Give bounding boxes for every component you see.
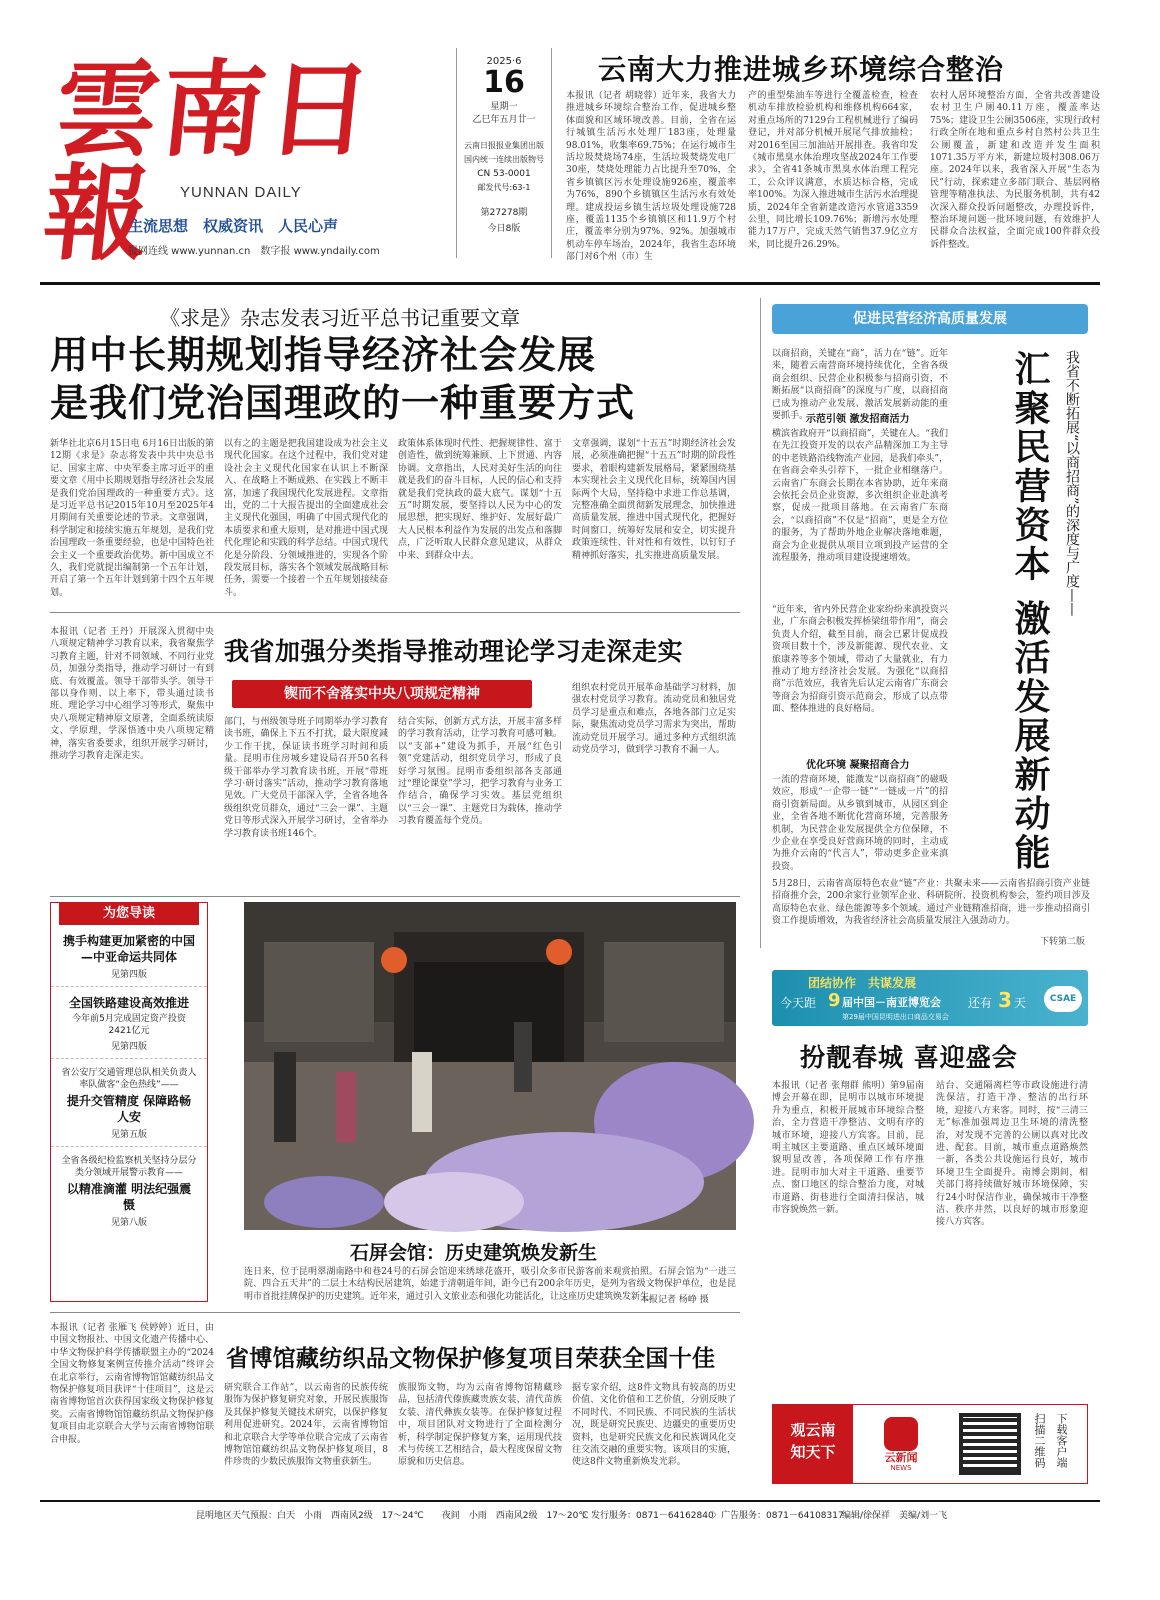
study-body-col1: 本报讯（记者 王丹）开展深入贯彻中央八项规定精神学习教育以来，我省聚焦学习教育主题，针对不同领域、不同行业党员，加强分类指导，推动学习研讨一有到底、有效覆盖。领导干部带头学。领导干部以身作则、以上率下，带头通过读书班、理论学习中心组学习等形式，聚焦中央八项规定精神原文原著，全面系统读原文、学原理，学深悟透中央八项规定精神，落实省委要求，组织开展学习研讨，推动学习教育走深走实。 [50,627,214,762]
expo-countdown-pre: 今天距 [780,996,817,1010]
expo-logo: CSAE [1044,986,1082,1012]
app-promo-left [773,1405,853,1483]
date-lunar: 乙巳年五月廿一 [472,115,536,125]
study-body-col2: 部门，与州级领导班子同期举办学习教育读书班，确保上下五不打扰，最大限度减少工作干扰，保证读书班学习时间和质量。昆明市住房城乡建设局召开50名科级干部举办学习教育读书班，开展“带班学习·研讨落实”活动，推动学习教育落地见效。广大党员干部深入学，全省各地各级组织党员群众，通过“三会一课”、主题党日等形式深入开展学习研讨，全省举办学习教育读书班146个。 [224,717,388,839]
cn-number: CN 53-0001 [477,169,531,179]
expo-banner [772,970,1088,1026]
guide-title: 为您导读 [59,903,199,925]
news-photo [244,902,736,1230]
guide-item[interactable] [51,987,207,1059]
issue-number: 第27278期 [480,208,528,218]
photo-credit: 本报记者 杨峥 摄 [640,1295,709,1305]
top-story-body-col1: 本报讯（记者 胡晓蓉）近年来，我省大力推进城乡环境综合整治工作，促进城乡整体面貌和区域环境改善。目前，全省在运行城镇生活污水处理厂183座，处理量98.01%，收集率69.75%；在运行城市生活垃圾焚烧场74座，生活垃圾焚烧发电厂30座，焚烧处理能力占比提升至70%，全省乡镇镇区污水处理设施926座，覆盖率为76%，890个乡镇镇区生活污水有效处理。建成投运乡镇生活垃圾处理设施728座，覆盖1135个乡镇镇区和11.9万个村庄，覆盖率分别为97%、92%。加强城市机动车停车场治，2024年，我省生态环境部门对6个州（市）生 [566,91,736,263]
museum-body-col3: 族服饰文物，均为云南省博物馆精藏珍品，包括清代傣族藏贵族女装、清代苗族女装、清代彝族女装等。在保护修复过程中，项目团队对文物进行了全面检测分析，科学制定保护修复方案，运用现代技术与传统工艺相结合，最大程度保留文物原貌和历史信息。 [398,1383,562,1468]
footer-distribution: 〉发行服务：0871－64162840 [582,1511,714,1521]
guide-item-sub: 今年前5月完成固定资产投资2421亿元 [72,1014,186,1036]
expo-slogan: 团结协作 共谋发展 [808,976,917,990]
masthead-slogans: 主流思想 权威资讯 人民心声 [128,217,339,235]
lead-kicker: 《求是》杂志发表习近平总书记重要文章 [160,306,520,330]
app-logo-glyph [884,1417,918,1451]
app-slogan-1: 观云南 [790,1421,836,1439]
top-story-body-col2: 产的重型柴油车等进行全覆盖检查，检查机动车排放检验机构和维修机构664家，对重点场所的7129台工程机械进行了编码登记，并对部分机械开展尾气排放抽检；对2016至国三加油站开展排查。我省印发《城市黑臭水体治理攻坚战2024年工作要求》，全省41条城市黑臭水体治理工程完工，公众评议满意，水质达标合格，完成率100%。为深入推进城市生活污水治理提质，2024年全省新建改造污水管道3359公里，同比增长109.76%；新增污水处理能力17万户，完成天然气销售37.9亿立方米，同比提升26.29%。 [748,91,918,250]
feature-subhead-2: 优化环境 凝聚招商合力 [806,760,910,771]
publisher: 云南日报报业集团出版 [464,141,544,150]
study-body-col3: 结合实际，创新方式方法，开展丰富多样的学习教育活动，让学习教育可感可触。以“支部+”建设为抓手，开展“红色引领”党建活动，组织党员学习，形成了良好学习氛围。昆明市委组织部各支部通过“理论课堂”学习，把学习教育与业务工作结合，确保学习实效。基层党组织以“三会一课”、主题党日为载体，推动学习教育覆盖每个党员。 [398,717,562,827]
guide-item-sub: 全省各级纪检监察机关坚持分层分类分领域开展警示教育—— [61,1156,197,1178]
top-story-headline: 云南大力推进城乡环境综合整治 [598,53,1005,86]
guide-item-sub: 省公安厅交通管理总队相关负责人率队做客“金色热线”—— [61,1068,197,1090]
app-logo-sub: NEWS [890,1464,912,1472]
photo-caption-title: 石屏会馆：历史建筑焕发新生 [350,1242,598,1264]
museum-headline: 省博馆藏纺织品文物保护修复项目荣获全国十佳 [226,1346,716,1372]
feature-body-2: “近年来，省内外民营企业家纷纷来滇投资兴业，广东商会积极发挥桥梁纽带作用”，商会负责人介绍，截至目前，商会已累计促成投资项目数十个，涉及新能源、现代农业、文旅康养等多个领域，带动了大量就业，有力推动了地方经济社会发展。为强化“以商招商”示范效应，我省先后认定云南省广东商会等商会为招商引资示范商会，形成了以点带面、整体推进的良好格局。 [772,605,948,715]
qr-code-icon[interactable] [959,1413,1021,1475]
guide-item-page: 见第五版 [110,1130,147,1140]
footer-editor: 编辑/徐保祥 美编/刘一飞 [842,1511,948,1521]
feature-subhead-1: 示范引领 激发招商活力 [806,414,910,425]
courtyard-photo-illustration [244,902,736,1230]
guide-item-title: 携手构建更加紧密的中国—中亚命运共同体 [62,934,195,964]
masthead-divider [40,282,1100,285]
app-scan-text: 扫描二维码 [1033,1413,1046,1468]
guide-item-page: 见第八版 [110,1218,147,1228]
top-story-body-col3: 农村人居环境整治方面，全省共改善建设农村卫生户厕40.11万座，覆盖率达75%；建设卫生公厕3506座，实现行政村行政全所在地和重点乡村自然村公共卫生公厕覆盖，新建和改造并发生面积1071.35万平方米，新建垃圾村308.06万座。2024年以来，我省深入开展“生态为民”行动，探索建立多部门联合、基层网格管理等精准执法、为民服务机制，共有42次深入群众投诉问题整改，办理投诉件，整治环境问题一批环境问题，有效维护人民群众合法权益，全面完成100件群众投诉件整改。 [930,91,1100,250]
app-logo [871,1417,931,1473]
study-headline: 我省加强分类指导推动理论学习走深走实 [224,637,684,666]
museum-body-col4: 据专家介绍，这8件文物具有较高的历史价值、文化价值和工艺价值，分别反映了不同时代、不同民族、不同民族的生活状况，既是研究民族史、边疆史的重要历史资料，也是研究民族文化和民族调风化交往交流交融的重要实物。该项目的实施，使这8件文物重新焕发光彩。 [572,1383,736,1468]
footer-ad: 〉广告服务：0871－64108317 [712,1511,844,1521]
study-banner: 锲而不舍落实中央八项规定精神 [232,680,532,708]
expo-countdown-post: 还有 [968,996,993,1010]
lead-body-col3: 政策体系体现时代性、把握规律性、富于创造性，做到统筹兼顾、上下贯通、内容协调。文章指出，人民对美好生活的向往就是我们的奋斗目标，人民的信心和支持就是我们党执政的最大底气。谋划“十五五”时期发展，要坚持以人民为中心的发展思想，把实现好、维护好、发展好最广大人民根本利益作为发展的出发点和落脚点，广泛听取人民群众意见建议，从群众中来、到群众中去。 [398,439,562,561]
expo-body-col2: 站台、交通隔离栏等市政设施进行清洗保洁，打造干净、整洁的出行环境，迎接八方来客。同时，按“三清三无”标准加强周边卫生环境的清洗整治，对发现不完善的公厕以真对比改进、配套。目前，城市重点道路焕然一新，各类公共设施运行良好，城市环境卫生全面提升。南博会期间，相关部门将持续做好城市环境保障，实行24小时保洁作业，确保城市干净整洁、秩序井然，以良好的城市形象迎接八方宾客。 [936,1081,1088,1228]
lead-body-col1: 新华社北京6月15日电 6月16日出版的第12期《求是》杂志将发表中共中央总书记、国家主席、中央军委主席习近平的重要文章《用中长期规划指导经济社会发展是我们党治国理政的一种重要方式》。这是习近平总书记2015年10月至2025年4月期间有关重要论述的节录。文章强调，科学制定和接续实施五年规划，是我们党治国理政一条重要经验，也是中国特色社会主义一个重要政治优势。新中国成立不久，我们党就提出编制第一个五年计划，开启了第一个五年计划到第十四个五年规划。 [50,439,214,598]
lead-headline-line2: 是我们党治国理政的一种重要方式 [50,381,636,425]
photo-divider [50,1312,740,1313]
date-day: 16 [483,65,525,100]
guide-item-title: 提升交管精度 保障路畅人安 [66,1094,192,1124]
guide-item[interactable] [51,1147,207,1234]
newspaper-logo-title: 雲南日報 [38,48,380,275]
app-logo-name: 云新闻 [884,1451,918,1464]
date-block [456,48,552,258]
expo-body-col1: 本报讯（记者 张翔群 熊明）第9届南博会开幕在即，昆明市以城市环境提升为重点，积极开展城市环境综合整治，全力营造干净整洁、文明有序的城市环境，迎接八方宾客。目前，昆明主城区主要道路、重点区域环境面貌明显改善，各项保障工作有序推进。昆明市加大对主干道路、重要节点、窗口地区的综合整治力度，对城市道路、街巷进行全面清扫保洁，城市容貌焕然一新。 [772,1081,924,1216]
guide-sidebar [50,902,208,1302]
footer-rule [40,1500,1100,1502]
postal-code: 邮发代号:63-1 [477,183,531,192]
guide-item-page: 见第四版 [110,1042,147,1052]
expo-edition-number: 9 [828,990,841,1011]
study-body-col4: 组织农村党员开展革命基础学习材料，加强农村党员学习教育。流动党员和独居党员学习是重点和难点，各地各部门立足实际，聚焦流动党员学习需求为突出，帮助流动党员开展学习。通过多种方式组织流动党员学习，做到学习教育不漏一人。 [572,683,736,756]
app-slogan-2: 知天下 [790,1443,836,1461]
guide-item-title: 以精准滴灌 明法纪强震慑 [66,1182,192,1212]
lead-headline-line1: 用中长期规划指导经济社会发展 [50,333,597,377]
lead-body-col4: 文章强调，谋划“十五五”时期经济社会发展，必须准确把握“十五五”时期的阶段性要求，着眼构建新发展格局，紧紧围绕基本实现社会主义现代化目标，统筹国内国际两个大局，坚持稳中求进工作总基调，完整准确全面贯彻新发展理念，加快推进高质量发展，推进中国式现代化，把握好时间窗口，统筹好发展和安全，切实提升政策连续性、针对性和有效性，以钉钉子精神抓好落实，扎实推进高质量发展。 [572,439,736,561]
guide-item[interactable] [51,925,207,987]
lead-body-col2: 以有之的主题是把我国建设成为社会主义现代化国家。在这个过程中，我们党对建设社会主义现代化国家在认识上不断深入、在战略上不断成熟、在实践上不断丰富，加速了我国现代化发展进程。文章指出，党的二十大报告提出的全面建成社会主义现代化强国，明确了中国式现代化的本质要求和重大原则，是对推进中国式现代化理论和实践的科学总结。中国式现代化是分阶段、分领域推进的，实现各个阶段发展目标，落实各个领域发展战略目标任务，需要一个接着一个五年规划接续奋斗。 [224,439,388,598]
cn-label: 国内统一连续出版物号 [464,155,544,164]
guide-item[interactable] [51,1059,207,1147]
feature-vertical-headline: 汇聚民营资本 激活发展新动能 [1009,350,1050,873]
page-count: 今日8版 [487,224,521,234]
guide-item-page: 见第四版 [110,970,147,980]
masthead-links[interactable]: 报网连线 www.yunnan.cn 数字报 www.yndaily.com [128,246,380,257]
feature-continue[interactable]: 下转第二版 [1040,937,1086,947]
expo-days-unit: 天 [1014,996,1027,1010]
app-promo-box[interactable] [772,1404,1088,1484]
newspaper-english-name: YUNNAN DAILY [180,184,302,201]
feature-band: 促进民营经济高质量发展 [772,304,1088,334]
masthead [38,22,450,275]
expo-headline: 扮靓春城 喜迎盛会 [800,1043,1018,1072]
lead-divider [50,612,740,613]
museum-body-col2: 研究联合工作站”，以云南省的民族传统服饰为保护修复研究对象，开展民族服饰及其保护修复关键技术研究，以保护修复利用促进研究。2024年，云南省博物馆和北京联合大学等单位联合完成了云南省博物馆馆藏纺织品文物保护修复项目，8件珍贵的少数民族服饰文物重获新生。 [224,1383,388,1468]
guide-item-title: 全国铁路建设高效推进 [68,996,189,1010]
date-year-month: 2025·6 [486,56,522,67]
expo-days-number: 3 [998,988,1012,1012]
date-weekday: 星期一 [490,102,518,112]
feature-body-4: 5月28日，云南省高原特色农业“链”产业：共聚未来——云南省招商引资产业链招商推介会，200余家行业领军企业、科研院所、投资机构参会，签约项目涉及高原特色农业、绿色能源等多个领域。通过产业链精准招商，进一步推动招商引资工作提质增效，为我省经济社会高质量发展注入强劲动力。 [772,879,1090,927]
feature-vertical-subhead: 我省不断拓展“以商招商”的深度与广度—— [1064,350,1080,617]
feature-body-1: 横滨省政府开“以商招商”，关键在人。“我们在先江投资开发的以农产品精深加工为主导的中老铁路沿线物流产业园，是我们牵头”，在省商会牵头引荐下，一批企业相继落户。云南省广东商会长期在本省协助，近年来商会依托会员企业资源，多次组织企业赴滇考察，促成一批项目落地。在云南省广东商会，“以商招商”不仅是“招商”，更是全方位的服务，为了帮助外地企业解决落地难题，商会为企业提供从项目立项到投产运营的全流程服务，推动项目建设提速增效。 [772,429,948,564]
expo-countdown-mid: 届中国－南亚博览会 [842,996,941,1009]
photo-caption: 连日来，位于昆明翠湖南路中和巷24号的石屏会馆迎来绣球花盛开，吸引众多市民游客前来观赏拍照。石屏会馆为“一进三院、四合五天井”的二层土木结构民居建筑，始建于清朝道年间，距今已有200余年历史，是列为省级文物保护单位，也是昆明市首批挂牌保护的历史建筑。近年来，通过引入文旅业态和强化功能活化，让这座历史建筑焕发新生。 [244,1267,736,1302]
expo-sub: 第29届中国昆明进出口商品交易会 [842,1013,949,1021]
study-divider [50,896,740,897]
app-download-text: 下载客户端 [1055,1413,1068,1468]
feature-body-3: 一流的营商环境，能激发“以商招商”的磁吸效应，形成“一企带一链”“一链成一片”的招商引资新局面。从乡镇到城市，从园区到企业，全省各地不断优化营商环境，完善服务机制，为民营企业发展提供全方位保障，不少企业在享受良好营商环境的同时，主动成为推介云南的“代言人”，带动更多企业来滇投资。 [772,775,948,872]
footer-weather: 昆明地区天气预报：白天 小雨 西南风2级 17～24℃ 夜间 小雨 西南风2级 17～20℃ [196,1511,589,1521]
feature-intro: 以商招商，关键在“商”，活力在“链”。近年来，随着云南营商环境持续优化，全省各级商会组织、民营企业积极参与招商引资，不断拓展“以商招商”的深度与广度，以商招商已成为推动产业发展、激活发展新动能的重要抓手。 [772,349,948,422]
museum-body-col1: 本报讯（记者 张雁飞 侯婷婷）近日，由中国文物报社、中国文化遗产传播中心、中华文物保护科学传播联盟主办的“2024全国文物修复案例宣传推介活动”终评会在北京举行，云南省博物馆馆藏纺织品文物保护修复项目获评“十佳项目”，这是云南省博物馆首次获得国家级文物保护修复奖。云南省博物馆馆藏纺织品文物保护修复项目由北京联合大学与云南省博物馆联合申报。 [50,1323,214,1445]
